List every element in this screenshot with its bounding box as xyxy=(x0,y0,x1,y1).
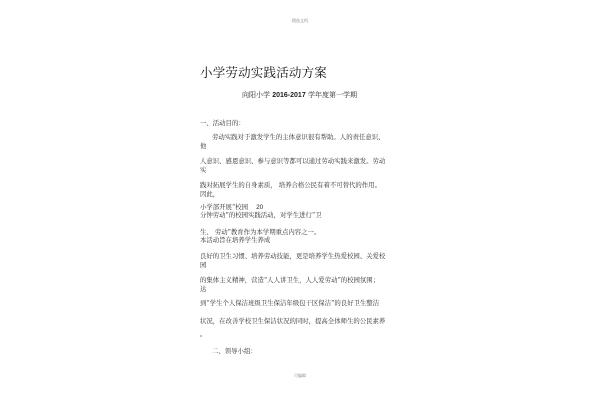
body-line: 因此， xyxy=(200,190,220,198)
body-line: 实 xyxy=(200,166,207,174)
body-line: 到“学生个人保洁班级卫生保洁年级包干区保洁”的良好卫生整洁 xyxy=(200,299,380,307)
header-watermark: 精选文档 xyxy=(292,18,308,23)
body-fragment: 小学部开展“校园 xyxy=(200,203,249,211)
body-line: 践对拓展学生的自身素质， 培养合格公民有着不可替代的作用。 xyxy=(200,181,381,189)
section-heading-purpose: 一、活动目的： xyxy=(200,119,245,127)
body-line: 状况，在改善学校卫生保洁状况的同时，提高全体师生的公民素养 xyxy=(200,317,386,325)
section-heading-leadership: 二、领导小组： xyxy=(212,347,257,355)
school-year: 2016-2017 xyxy=(272,92,306,99)
body-line: 园 xyxy=(200,261,207,269)
footer-watermark: 可编辑 xyxy=(294,373,306,378)
body-line: 人意识、感恩意识、参与意识等都可以通过劳动实践来激发。劳动 xyxy=(200,157,386,165)
body-line: 劳动实践对于激发学生的主体意识很有帮助。人的责任意识、 xyxy=(212,133,385,141)
body-line: 良好的卫生习惯、培养劳动技能，更是培养学生热爱校园、关爱校 xyxy=(200,252,386,260)
body-number: 20 xyxy=(256,204,264,211)
body-line: 。 xyxy=(200,330,207,338)
body-line: 分钟劳动”的校园实践活动，对学生进行“卫 xyxy=(200,211,322,219)
document-subtitle xyxy=(242,90,357,100)
body-line: 他 xyxy=(200,142,207,150)
body-line: 本活动旨在培养学生养成 xyxy=(200,236,271,244)
body-line: 达 xyxy=(200,285,207,293)
body-line: 的集体主义精神，营造“人人讲卫生，人人爱劳动”的校园氛围； xyxy=(200,276,380,284)
semester: 学年度第一学期 xyxy=(307,91,357,99)
school-name: 向阳小学 xyxy=(242,91,270,99)
document-title: 小学劳动实践活动方案 xyxy=(200,65,328,80)
body-line: 生、 劳动”教育作为本学期重点内容之一。 xyxy=(200,228,321,236)
